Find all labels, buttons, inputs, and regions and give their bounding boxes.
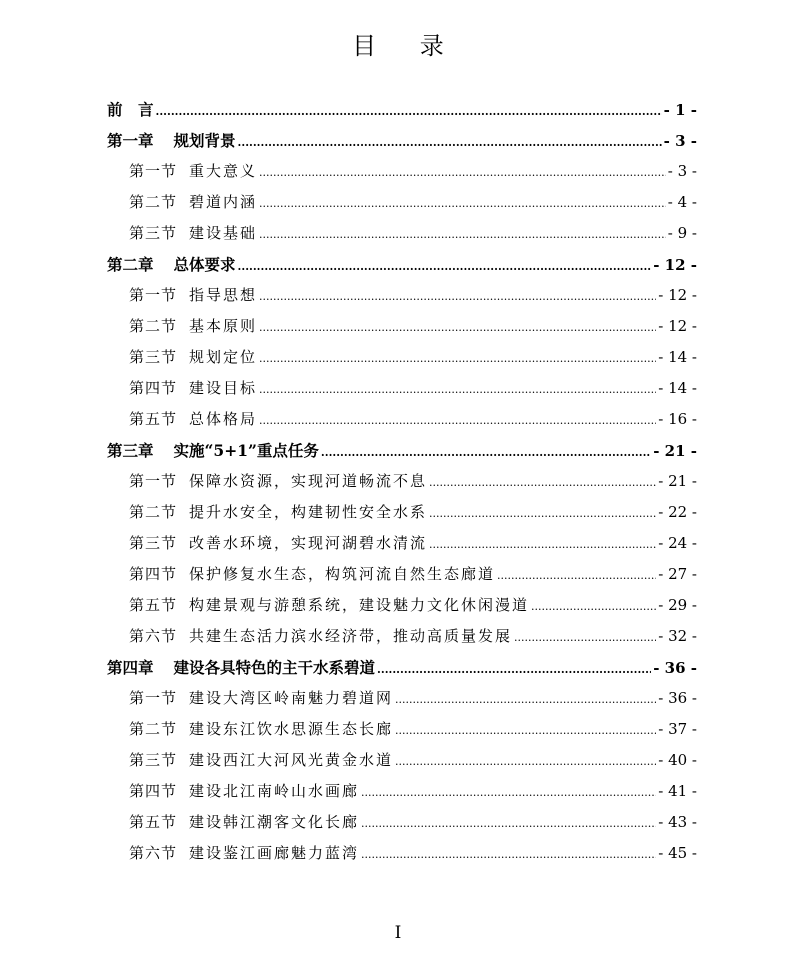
toc-entry-page: - 12 - bbox=[658, 286, 697, 304]
toc-entry-label bbox=[129, 373, 257, 404]
dot-leader bbox=[321, 435, 651, 468]
toc-entry-number: 第二章 bbox=[107, 255, 154, 274]
toc-entry-label bbox=[129, 683, 393, 714]
dot-leader bbox=[497, 559, 656, 591]
toc-section-entry[interactable] bbox=[107, 838, 697, 869]
toc-section-entry[interactable] bbox=[107, 590, 697, 621]
toc-entry-number: 第三节 bbox=[129, 751, 178, 769]
toc-section-entry[interactable] bbox=[107, 528, 697, 559]
toc-entry-number: 第三章 bbox=[107, 441, 154, 460]
toc-entry-title: 规划背景 bbox=[173, 131, 236, 150]
toc-entry-number: 第六节 bbox=[129, 844, 178, 862]
dot-leader bbox=[259, 373, 656, 405]
toc-entry-label bbox=[129, 156, 257, 187]
toc-entry-page: - 24 - bbox=[658, 534, 697, 552]
dot-leader bbox=[531, 590, 656, 622]
toc-entry-page: - 40 - bbox=[658, 751, 697, 769]
toc-entry-number: 第三节 bbox=[129, 348, 178, 366]
toc-entry-title: 重大意义 bbox=[189, 162, 258, 180]
dot-leader bbox=[395, 683, 656, 715]
toc-entry-number: 第五节 bbox=[129, 410, 178, 428]
toc-entry-label bbox=[107, 125, 236, 156]
toc-entry-label bbox=[129, 497, 427, 528]
toc-entry-label bbox=[129, 714, 393, 745]
dot-leader bbox=[259, 404, 656, 436]
toc-entry-title: 保护修复水生态，构筑河流自然生态廊道 bbox=[189, 565, 496, 583]
toc-entry-page: - 14 - bbox=[658, 379, 697, 397]
toc-entry-label bbox=[129, 404, 257, 435]
toc-section-entry[interactable] bbox=[107, 466, 697, 497]
dot-leader bbox=[395, 745, 656, 777]
toc-entry-title: 建设东江饮水思源生态长廊 bbox=[189, 720, 394, 738]
toc-entry-number: 第二节 bbox=[129, 503, 178, 521]
toc-entry-title: 共建生态活力滨水经济带，推动高质量发展 bbox=[189, 627, 513, 645]
toc-entry-label bbox=[129, 342, 257, 373]
toc-entry-number: 第四节 bbox=[129, 565, 178, 583]
toc-section-entry[interactable] bbox=[107, 280, 697, 311]
dot-leader bbox=[259, 311, 656, 343]
dot-leader bbox=[238, 125, 662, 158]
toc-section-entry[interactable] bbox=[107, 621, 697, 652]
toc-entry-title: 建设基础 bbox=[189, 224, 258, 242]
dot-leader bbox=[259, 187, 666, 219]
toc-section-entry[interactable] bbox=[107, 342, 697, 373]
toc-entry-title: 构建景观与游憩系统，建设魅力文化休闲漫道 bbox=[189, 596, 530, 614]
toc-entry-label bbox=[129, 776, 359, 807]
toc-entry-title: 总体要求 bbox=[173, 255, 236, 274]
toc-entry-page: - 4 - bbox=[667, 193, 697, 211]
toc-entry-title: 建设北江南岭山水画廊 bbox=[189, 782, 360, 800]
toc-section-entry[interactable] bbox=[107, 404, 697, 435]
toc-entry-title: 指导思想 bbox=[189, 286, 258, 304]
toc-entry-number: 第二节 bbox=[129, 720, 178, 738]
toc-entry-label bbox=[129, 745, 393, 776]
toc-entry-label bbox=[129, 807, 359, 838]
toc-entry-label bbox=[129, 590, 529, 621]
toc-entry-label bbox=[129, 187, 257, 218]
dot-leader bbox=[259, 342, 656, 374]
toc-entry-page: - 22 - bbox=[658, 503, 697, 521]
toc-entry-page: - 27 - bbox=[658, 565, 697, 583]
toc-section-entry[interactable] bbox=[107, 187, 697, 218]
toc-section-entry[interactable] bbox=[107, 807, 697, 838]
toc-chapter-entry[interactable] bbox=[107, 125, 697, 156]
toc-entry-title: 总体格局 bbox=[189, 410, 258, 428]
toc-entry-number: 第一节 bbox=[129, 689, 178, 707]
toc-entry-label bbox=[129, 280, 257, 311]
toc-section-entry[interactable] bbox=[107, 714, 697, 745]
toc-entry-page: - 29 - bbox=[658, 596, 697, 614]
toc-entry-number: 第五节 bbox=[129, 596, 178, 614]
toc-section-entry[interactable] bbox=[107, 745, 697, 776]
toc-entry-number: 第四节 bbox=[129, 782, 178, 800]
toc-entry-number: 第三节 bbox=[129, 224, 178, 242]
toc-section-entry[interactable] bbox=[107, 497, 697, 528]
dot-leader bbox=[361, 807, 656, 839]
page-title: 目 录 bbox=[352, 32, 462, 60]
dot-leader bbox=[395, 714, 656, 746]
toc-entry-page: - 21 - bbox=[658, 472, 697, 490]
toc-entry-page: - 14 - bbox=[658, 348, 697, 366]
toc-section-entry[interactable] bbox=[107, 156, 697, 187]
toc-entry-number: 第六节 bbox=[129, 627, 178, 645]
dot-leader bbox=[259, 218, 666, 250]
toc-entry-label bbox=[107, 249, 236, 280]
toc-chapter-entry[interactable] bbox=[107, 435, 697, 466]
toc-section-entry[interactable] bbox=[107, 311, 697, 342]
toc-entry-number: 第五节 bbox=[129, 813, 178, 831]
dot-leader bbox=[429, 497, 656, 529]
toc-entry-page: - 1 - bbox=[663, 101, 697, 119]
dot-leader bbox=[156, 94, 662, 127]
toc-entry-title: 建设西江大河风光黄金水道 bbox=[189, 751, 394, 769]
toc-entry-page: - 12 - bbox=[653, 256, 697, 274]
toc-entry-title: 提升水安全，构建韧性安全水系 bbox=[189, 503, 428, 521]
toc-entry-title: 改善水环境，实现河湖碧水清流 bbox=[189, 534, 428, 552]
toc-section-entry[interactable] bbox=[107, 559, 697, 590]
toc-entry-page: - 16 - bbox=[658, 410, 697, 428]
toc-entry-page: - 41 - bbox=[658, 782, 697, 800]
toc-entry-title: 建设韩江潮客文化长廊 bbox=[189, 813, 360, 831]
toc-entry-label bbox=[129, 311, 257, 342]
toc-section-entry[interactable] bbox=[107, 683, 697, 714]
toc-entry-label bbox=[129, 218, 257, 249]
toc-entry-page: - 37 - bbox=[658, 720, 697, 738]
toc-entry-page: - 36 - bbox=[653, 659, 697, 677]
toc-chapter-entry[interactable] bbox=[107, 94, 697, 125]
page-number-footer: I bbox=[394, 923, 402, 943]
toc-entry-number: 第四节 bbox=[129, 379, 178, 397]
toc-entry-title: 建设大湾区岭南魅力碧道网 bbox=[189, 689, 394, 707]
dot-leader bbox=[259, 156, 666, 188]
toc-entry-label bbox=[107, 94, 154, 125]
dot-leader bbox=[259, 280, 656, 312]
table-of-contents bbox=[107, 94, 697, 869]
toc-entry-page: - 43 - bbox=[658, 813, 697, 831]
toc-entry-number: 第四章 bbox=[107, 658, 154, 677]
toc-entry-page: - 3 - bbox=[667, 162, 697, 180]
toc-entry-page: - 32 - bbox=[658, 627, 697, 645]
toc-entry-title: 碧道内涵 bbox=[189, 193, 258, 211]
toc-entry-title: 保障水资源，实现河道畅流不息 bbox=[189, 472, 428, 490]
toc-entry-page: - 3 - bbox=[663, 132, 697, 150]
toc-entry-label bbox=[129, 838, 359, 869]
dot-leader bbox=[377, 652, 651, 685]
toc-entry-number: 前 言 bbox=[107, 100, 154, 119]
dot-leader bbox=[361, 776, 656, 808]
toc-entry-page: - 36 - bbox=[658, 689, 697, 707]
toc-entry-title: 实施“5+1”重点任务 bbox=[173, 441, 319, 460]
toc-entry-label bbox=[107, 652, 375, 683]
dot-leader bbox=[514, 621, 656, 653]
toc-entry-title: 建设鉴江画廊魅力蓝湾 bbox=[189, 844, 360, 862]
toc-entry-page: - 45 - bbox=[658, 844, 697, 862]
dot-leader bbox=[429, 466, 656, 498]
dot-leader bbox=[238, 249, 652, 282]
toc-entry-label bbox=[129, 559, 495, 590]
toc-entry-page: - 12 - bbox=[658, 317, 697, 335]
toc-entry-number: 第二节 bbox=[129, 193, 178, 211]
toc-entry-title: 建设各具特色的主干水系碧道 bbox=[173, 658, 376, 677]
toc-entry-number: 第一节 bbox=[129, 162, 178, 180]
toc-chapter-entry[interactable] bbox=[107, 249, 697, 280]
toc-section-entry[interactable] bbox=[107, 373, 697, 404]
toc-entry-page: - 21 - bbox=[653, 442, 697, 460]
toc-section-entry[interactable] bbox=[107, 218, 697, 249]
dot-leader bbox=[361, 838, 656, 870]
toc-entry-number: 第二节 bbox=[129, 317, 178, 335]
toc-entry-page: - 9 - bbox=[667, 224, 697, 242]
toc-entry-title: 基本原则 bbox=[189, 317, 258, 335]
toc-entry-title: 规划定位 bbox=[189, 348, 258, 366]
dot-leader bbox=[429, 528, 656, 560]
toc-entry-label bbox=[129, 621, 512, 652]
toc-section-entry[interactable] bbox=[107, 776, 697, 807]
toc-entry-title: 建设目标 bbox=[189, 379, 258, 397]
toc-chapter-entry[interactable] bbox=[107, 652, 697, 683]
toc-entry-number: 第三节 bbox=[129, 534, 178, 552]
toc-entry-label bbox=[129, 466, 427, 497]
toc-entry-label bbox=[107, 435, 319, 466]
toc-entry-number: 第一节 bbox=[129, 472, 178, 490]
toc-entry-number: 第一章 bbox=[107, 131, 154, 150]
toc-entry-number: 第一节 bbox=[129, 286, 178, 304]
toc-entry-label bbox=[129, 528, 427, 559]
